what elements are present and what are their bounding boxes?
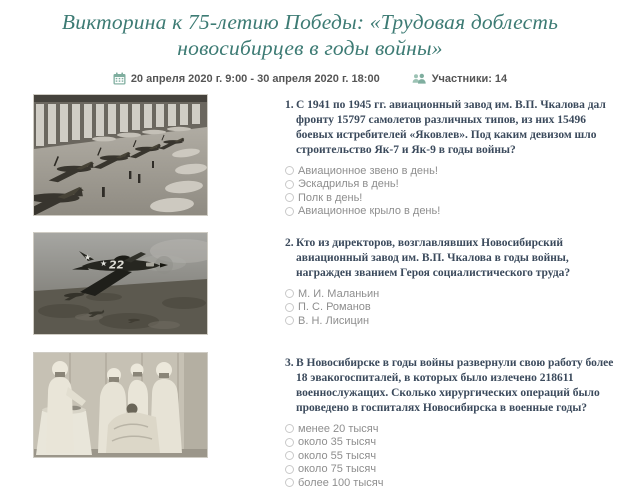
- question-3-body: В Новосибирске в годы войны развернули свою работу более 18 эвакогоспиталей, в которых было излечено 218611 военнослужащих. Сколько хирургических операций было проведено в госпиталях Новосибирска в военные годы?: [296, 357, 614, 414]
- option-label: около 75 тысяч: [298, 463, 377, 476]
- question-3-number: 3.: [285, 357, 294, 369]
- radio-button[interactable]: [285, 438, 294, 447]
- quiz-dates: [113, 72, 380, 85]
- question-3-option-4[interactable]: [285, 463, 617, 477]
- option-label: В. Н. Лисицин: [298, 314, 370, 327]
- question-1-options: [285, 164, 617, 218]
- question-2-option-1[interactable]: [285, 287, 617, 301]
- question-3-option-3[interactable]: [285, 449, 617, 463]
- question-3-option-2[interactable]: [285, 436, 617, 450]
- question-3-options: [285, 422, 617, 490]
- radio-button[interactable]: [285, 166, 294, 175]
- question-1: [285, 94, 617, 218]
- question-2-option-3[interactable]: [285, 314, 617, 328]
- question-2-text: [285, 236, 617, 281]
- question-1-text: [285, 98, 617, 158]
- option-label: Авиационное крыло в день!: [298, 205, 441, 218]
- radio-button[interactable]: [285, 424, 294, 433]
- question-1-option-4[interactable]: [285, 205, 617, 219]
- radio-button[interactable]: [285, 207, 294, 216]
- option-label: Полк в день!: [298, 191, 363, 204]
- quiz-participants: [412, 72, 507, 85]
- question-2-number: 2.: [285, 237, 294, 249]
- radio-button[interactable]: [285, 303, 294, 312]
- question-1-number: 1.: [285, 99, 294, 111]
- option-label: М. И. Маланьин: [298, 287, 380, 300]
- option-label: около 55 тысяч: [298, 449, 377, 462]
- option-label: Авиационное звено в день!: [298, 164, 438, 177]
- quiz-dates-label: 20 апреля 2020 г. 9:00 - 30 апреля 2020 г. 18:00: [130, 72, 380, 85]
- question-3-option-1[interactable]: [285, 422, 617, 436]
- question-3-option-5[interactable]: [285, 476, 617, 490]
- radio-button[interactable]: [285, 451, 294, 460]
- question-1-body: С 1941 по 1945 гг. авиационный завод им. В.П. Чкалова дал фронту 15797 самолетов различных типов, из них 15496 боевых истребителей «Яковлев». Под каким девизом шло строительство Як-7 и Як-9 в годы войны?: [296, 99, 606, 156]
- question-2-options: [285, 287, 617, 328]
- option-label: более 100 тысяч: [298, 476, 384, 489]
- military-hospital-surgery-photo: [33, 352, 208, 458]
- question-2: [285, 232, 617, 328]
- quiz-body: [0, 94, 620, 490]
- question-1-option-2[interactable]: [285, 178, 617, 192]
- radio-button[interactable]: [285, 316, 294, 325]
- participants-icon: [412, 73, 427, 85]
- svg-text:★: ★: [100, 259, 108, 268]
- fuselage-number: 22: [109, 258, 125, 272]
- yak-fighter-in-flight-photo: [33, 232, 208, 335]
- question-3: [285, 352, 617, 490]
- question-3-text: [285, 356, 617, 416]
- aircraft-assembly-hall-photo: [33, 94, 208, 216]
- quiz-participants-label: Участники: 14: [431, 72, 508, 85]
- radio-button[interactable]: [285, 465, 294, 474]
- question-row-1: [33, 94, 620, 218]
- question-2-option-2[interactable]: [285, 301, 617, 315]
- question-1-option-1[interactable]: [285, 164, 617, 178]
- question-2-body: Кто из директоров, возглавлявших Новосибирский авиационный завод им. В.П. Чкалова в годы войны, награжден званием Героя социалистического труда?: [296, 237, 571, 279]
- svg-text:★: ★: [84, 253, 92, 262]
- option-label: П. С. Романов: [298, 301, 371, 314]
- question-1-option-3[interactable]: [285, 191, 617, 205]
- radio-button[interactable]: [285, 193, 294, 202]
- question-row-2: [33, 232, 620, 335]
- option-label: Эскадрилья в день!: [298, 178, 399, 191]
- page-title: Викторина к 75-летию Победы: «Трудовая доблесть новосибирцев в годы войны»: [61, 10, 559, 60]
- question-row-3: [33, 352, 620, 490]
- quiz-meta: [0, 72, 620, 85]
- option-label: около 35 тысяч: [298, 436, 377, 449]
- option-label: менее 20 тысяч: [298, 422, 379, 435]
- radio-button[interactable]: [285, 180, 294, 189]
- radio-button[interactable]: [285, 289, 294, 298]
- radio-button[interactable]: [285, 478, 294, 487]
- calendar-icon: [113, 72, 126, 85]
